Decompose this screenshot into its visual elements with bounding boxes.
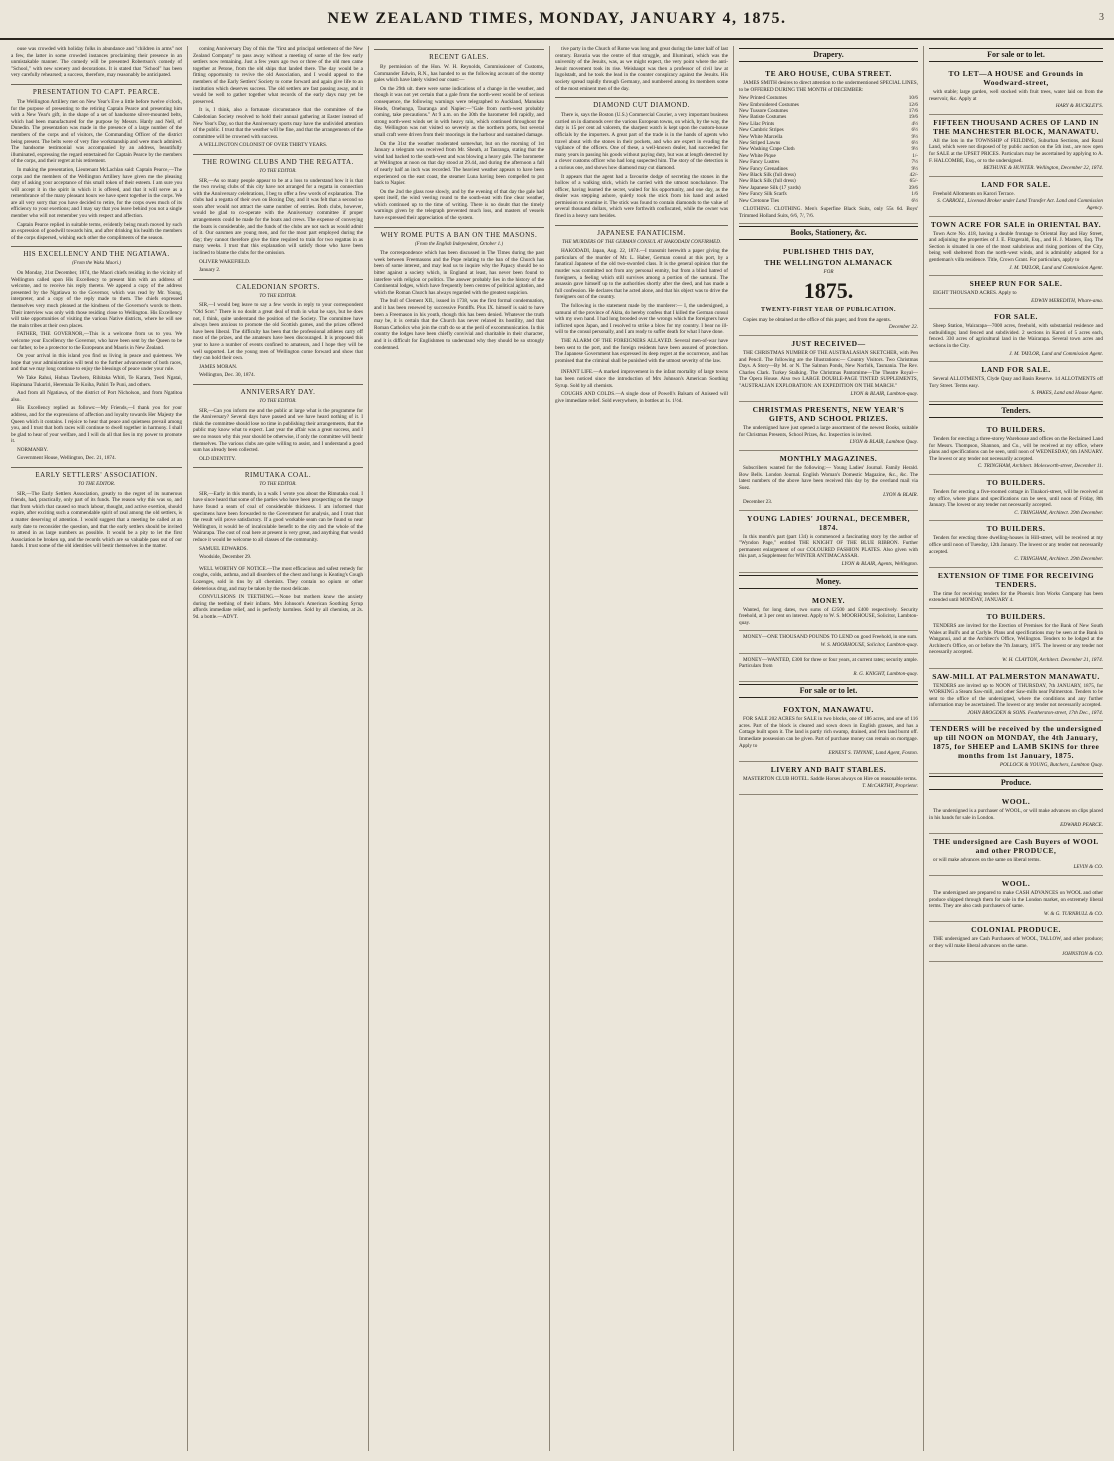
article-paragraph: We Take Rahui, Hohua Tawhero, Rihitaka Whiti, Te Karara, Teoti Ngatai, Hapimana Tukuriri, Heremaia Te Koiha, Pahiri Te Puni, and others.	[11, 374, 182, 388]
article-headline: EARLY SETTLERS' ASSOCIATION.	[11, 467, 182, 480]
classified-ad	[929, 876, 1103, 922]
item-name: New Lilac Prints	[739, 120, 775, 127]
article-dateline: (From the Waka Maori.)	[72, 261, 121, 267]
article-headline: DIAMOND CUT DIAMOND.	[555, 97, 728, 110]
ad-footer: CLOTHING. CLOTHING. Men's Superfine Black Suits, only 55s 6d. Boys' Trimmed Holland Suits, 6/6, 7/, 7/6.	[739, 206, 918, 219]
item-price: 9½	[911, 146, 918, 153]
article-paragraph: In making the presentation, Lieutenant McLachlan said: Captain Pearce,—The corps and the members of the Wellington Artillery have given me the pleasing duty of asking your acceptance of this small token of their esteem. I am sure you will accept it in the spirit in which it is offered, and that it will serve as a remembrance of the many pleasant hours we have spent together in the corps. We are all very sorry that you have decided to retire, for the corps owes much of its efficiency to your exertions; and I may say that you leave behind you not a single member who will not remember you with respect and affection.	[11, 166, 182, 220]
column-2	[187, 46, 368, 1451]
item-price: 17/6	[908, 108, 918, 114]
article	[193, 384, 363, 462]
article	[555, 369, 728, 404]
ad-signature: HARY & BUCKLEY'S.	[1055, 103, 1103, 110]
ad-body: THE CHRISTMAS NUMBER OF THE AUSTRALASIAN SKETCHER, with Pen and Pencil. The following are the Illustrations:— Country Visitors. Two Christmas Days. A Story—By M. or N. The Salmon Ponds, New Norfolk, Tasmania. The Rev. Charles Clark. Turkey Stalking. The Christmas Pantomime—The Theatre Royal—The Opera House. Also two LARGE DOUBLE-PAGE TINTED SUPPLEMENTS, "AUSTRALIAN EXPLORATION: AN EXPEDITION ON THE MARCH."	[739, 350, 918, 390]
article-paragraph: On the 2nd the glass rose slowly, and by the evening of that day the gale had spent itself, the wind veering round to the south-east with fine clear weather, which continued up to the time of writing. There is no doubt that the timely warnings given by the telegraph prevented much loss, and masters of vessels have expressed their appreciation of the system.	[374, 188, 544, 222]
ad-body: Town Acre No. 418, having a double frontage to Oriental Bay and Hay Street, and adjoining the properties of J. E. Fitzgerald, Esq., and H. J. Masters, Esq. The Section is situated in one of the most salubrious and rising portions of the City, being well sheltered from the north-west winds, and is admirably adapted for a gentleman's villa residence. Title, Crown Grant. For particulars, apply to	[929, 230, 1103, 263]
ad-body: TENDERS are invited up to NOON of THURSDAY, 7th JANUARY, 1875, for WORKING a Steam Saw-mill, and other Saw-mills near Palmerston. Tenders to be sent to the office of the undersigned, where the conditions and any further information may be ascertained. The lowest or any tender not necessarily accepted.	[929, 682, 1103, 709]
article-headline: ANNIVERSARY DAY.	[193, 384, 363, 397]
ad-te-aro-house	[739, 66, 918, 224]
article-paragraph: INFANT LIFE.—A marked improvement in the infant mortality of large towns has been noticed since the introduction of Mrs Johnson's American Soothing Syrup. Sold by all chemists.	[555, 369, 728, 389]
article-dateline: TO THE EDITOR.	[77, 482, 116, 488]
item-name: New Fancy Lustres	[739, 159, 780, 166]
ad-signature: S. PAKES, Land and House Agent.	[1031, 390, 1103, 397]
ad-heading: TENDERS will be received by the undersigned up till NOON on MONDAY, the 4th January, 1875, for SHEEP and LAMB SKINS for three months from 1st January, 1875.	[930, 724, 1102, 761]
ad-signature: JOHN BROGDEN & SONS. Featherston-street, 17th Dec., 1874.	[967, 709, 1103, 716]
article-paragraph: On Monday, 21st December, 1874, the Maori chiefs residing in the vicinity of Wellington called upon His Excellency to present him with an address of welcome, and to receive his reply thereto. We append a copy of the address presented by the Ngatiawa to the Governor, which was read by Mr. Young, interpreter, and a copy of the reply made to them. The chiefs expressed themselves very much pleased at the kindness of the Governor's words to them. Their interview was only with those residing close to Wellington. His Excellency will take opportunities of visiting the various Native districts, where he will see the main tribes at their own places.	[11, 270, 182, 329]
ad-heading: SHEEP RUN FOR SALE.	[969, 279, 1063, 289]
ad-body: THE undersigned are Cash Purchasers of WOOL, TALLOW, and other produce; or they will make liberal advances on the same.	[929, 936, 1103, 949]
article-dateline: (From the English Independent, October 1.)	[415, 241, 503, 247]
article	[11, 84, 182, 241]
article	[555, 46, 728, 92]
ad-signature: J. M. TAYLOR, Land and Commission Agent.	[1009, 264, 1103, 271]
article-paragraph: WELL WORTHY OF NOTICE.—The most efficacious and safest remedy for coughs, colds, asthma, and all disorders of the chest and lungs is Keating's Cough Lozenges, sold in tins by all chemists. They contain no opium or other deleterious drug, and may be taken by the most delicate.	[193, 565, 363, 592]
ad-heading: FOR SALE.	[994, 312, 1038, 322]
ad-signature: W. S. MOORHOUSE, Solicitor, Lambton-quay.	[820, 641, 918, 648]
article-paragraph: The correspondence which has been discussed in The Times during the past week between Freemasons and the Pope relating to the ban of the Church has been of some interest, and may lead us to inquire why the Papacy should be so bitter against a society which, in England at least, has never been found to interfere with religion or politics. The answer probably lies in the history of the Continental lodges, which have frequently been centres of political agitation, and which the Roman Church has always regarded with the greatest suspicion.	[374, 250, 544, 296]
article-paragraph: By permission of the Hon. W. H. Reynolds, Commissioner of Customs, Commander Edwin, R.N., has handed to us the following account of the stormy gales which have lately visited our coast:—	[374, 64, 544, 84]
ad-heading: YOUNG LADIES' JOURNAL, DECEMBER, 1874.	[747, 513, 910, 532]
item-name: New White Marcella	[739, 133, 783, 140]
item-name: New Black Silk (full dress)	[739, 178, 796, 185]
ad-heading: COLONIAL PRODUCE.	[971, 925, 1061, 935]
ad-body: All the lots in the TOWNSHIP of FEILDING, Suburban Sections, and Rural Land, which were not disposed of by public auction on the 5th inst., are now open for SALE at the UPSET PRICES. Particulars may be ascertained by applying to A. F. HALCOMBE, Esq., or to the undersigned.	[929, 137, 1103, 164]
ad-signature: LYON & BLAIR, Lambton-quay.	[850, 390, 918, 397]
item-name: New Washing Crape Cloth	[739, 146, 795, 153]
ad-body: Tenders for erecting three dwelling-houses in Hill-street, will be received at my office until noon of Tuesday, 12th January. The lowest or any tender not necessarily accepted.	[929, 535, 1103, 555]
ad-heading: MONEY.	[812, 595, 845, 605]
ad-body: The undersigned are prepared to make CASH ADVANCES on WOOL and other produce shipped through them for sale in the London market, on extremely liberal terms. They are also cash purchasers of same.	[929, 890, 1103, 910]
article-paragraph: On your arrival in this island you find us living in peace and quietness. We hope that your administration will tend to the further advancement of both races, and that we may long continue to enjoy the blessings of peace under your rule.	[11, 353, 182, 373]
article-dateline: TO THE EDITOR.	[259, 482, 297, 488]
column-5-advertisements	[733, 46, 923, 1451]
article-paragraph: SIR,—Early in this month, in a walk I wrote you about the Rimutaka coal. I have since heard that some of the parties who have been prospecting on the range have found a seam of coal of considerable thickness. I am informed that specimens have been forwarded to the Government for analysis, and I trust that the result will prove satisfactory. If a good workable seam can be found so near Wellington, it would be of incalculable benefit to the city and the whole of the Wairarapa. The cost of coal here at present is very great, and anything that would reduce it would be welcome to all classes of the community.	[193, 490, 363, 544]
article-headline: WHY ROME PUTS A BAN ON THE MASONS.	[374, 227, 544, 240]
article-headline: RECENT GALES.	[374, 49, 544, 62]
column-6-advertisements	[923, 46, 1108, 1451]
article-paragraph: tive party in the Church of Rome was long and great during the latter half of last century. Bavaria was the centre of that struggle, and Illuminati, which was the university of the Jesuits, was, as we might expect, the very point where the anti-Jesuit movement took its rise. Weishaupt was then a professor of civil law at Ingolstadt, and he took the lead in the counter conspiracy against the Jesuits. His society spread rapidly through Germany, and numbered among its members some of the most eminent men of the day.	[555, 46, 728, 92]
classified-ad	[929, 309, 1103, 362]
ad-signature: LYON & BLAIR, Agents, Wellington.	[841, 560, 918, 567]
ad-signature: EDWIN MEREDITH, Whare-ama.	[1031, 297, 1103, 304]
almanack-for: FOR	[823, 269, 834, 276]
item-name: New Embroidered Costumes	[739, 101, 799, 108]
classified-ad	[929, 66, 1103, 115]
ad-heading: LAND FOR SALE.	[981, 179, 1051, 189]
ad-signature: J. M. TAYLOR, Land and Commission Agent.	[1009, 350, 1103, 357]
article-paragraph: His Excellency replied as follows:—My Friends,—I thank you for your address, and for the expressions of affection and loyalty towards Her Majesty the Queen which it contains. I rejoice to hear that peace and quietness prevail among you, and I trust that both races will continue to dwell together in harmony. I shall be glad to hear of your welfare, and I will do all that lies in my power to promote it.	[11, 405, 182, 445]
item-name: New Fancy Grenadines	[739, 165, 788, 172]
ad-heading: WOOL.	[1001, 879, 1031, 889]
ad-heading: TO BUILDERS.	[986, 478, 1046, 487]
item-name: New Printed Costumes	[739, 95, 787, 102]
item-price: 9½	[911, 165, 918, 172]
classified-ad	[929, 475, 1103, 521]
item-name: New Batiste Costumes	[739, 114, 787, 121]
column-3	[368, 46, 549, 1451]
article-paragraph: Woodside, December 29.	[199, 554, 252, 561]
ad-signature: POLLOCK & YOUNG, Butchers, Lambton Quay.	[999, 762, 1103, 769]
article-paragraph: On the 29th ult. there were some indications of a change in the weather, and though it was not yet certain that a gale from the north-west would be of serious consequence, the following warnings were telegraphed to Auckland, Manukau Heads, Onehunga, Tauranga and Napier:—"Gale from north-west probably coming, take precautions." At 9 a.m. on the 30th the barometer fell rapidly, and strong north-west winds set in with heavy rain, which continued throughout the day. Wellington was not visited so severely as the northern ports, but several small craft were driven from their moorings in the harbour and sustained damage.	[374, 85, 544, 138]
article-dateline: TO THE EDITOR.	[259, 398, 297, 404]
column-4	[549, 46, 733, 1451]
ad-signature: C. TRINGHAM, Architect. 29th December.	[1014, 556, 1103, 563]
item-name: New Cambric Stripes	[739, 127, 784, 134]
ad-money-wanted	[739, 593, 918, 632]
item-price: 7½	[911, 159, 918, 166]
sale-ads	[929, 66, 1103, 402]
article-paragraph: CONVULSIONS IN TEETHING.—None but mothers know the anxiety during the teething of their infants. Mrs Johnson's American Soothing Syrup affords immediate relief, and is perfectly harmless. Sold by all chemists, at 2s. 9d. a bottle.—ADVT.	[193, 594, 363, 620]
tender-ads	[929, 422, 1103, 774]
article-dateline: TO THE EDITOR.	[259, 293, 297, 299]
produce-ads	[929, 794, 1103, 962]
article	[193, 154, 363, 274]
price-row	[739, 198, 918, 204]
section-tenders: Tenders.	[929, 404, 1103, 418]
price-list	[739, 95, 918, 204]
ad-signature: ERNEST S. THYNNE, Land Agent, Foxton.	[828, 750, 918, 757]
ad-heading: LAND FOR SALE.	[981, 365, 1051, 375]
ad-heading: CHRISTMAS PRESENTS, NEW YEAR'S GIFTS, AND SCHOOL PRIZES.	[752, 405, 905, 424]
ad-christmas-presents	[739, 402, 918, 451]
ad-heading: WOOL.	[1001, 797, 1031, 807]
ad-body: MASTERTON CLUB HOTEL. Saddle Horses always on Hire on reasonable terms.	[743, 775, 917, 782]
ad-heading: JUST RECEIVED—	[791, 339, 866, 349]
classified-ad	[929, 115, 1103, 177]
article-paragraph: JAMES MORAN.	[199, 363, 238, 370]
article-paragraph: The following is the statement made by the murderer:— I, the undersigned, a samurai of the province of Akita, do hereby confess that I killed the German consul with my own hand. I had long brooded over the wrongs which the foreigners have inflicted upon Japan, and I resolved to strike a blow for my country. I bear no ill-will to the consul personally, and I am ready to suffer death for what I have done.	[555, 303, 729, 336]
ad-signature: W. H. CLAYTON, Architect. December 21, 1874.	[1002, 656, 1103, 663]
ad-heading: TE ARO HOUSE, CUBA STREET.	[765, 69, 892, 78]
item-price: 39/6	[908, 184, 918, 191]
section-for-sale: For sale or to let.	[929, 48, 1103, 62]
article-paragraph: FATHER, THE GOVERNOR,—This is a welcome from us to you. We welcome your Excellency the Governor, who have been sent by the Queen to be our father, to be a protector to the Europeans and Maoris in New Zealand.	[11, 331, 182, 351]
item-price: 10/6	[908, 95, 918, 102]
ad-money-to-lend	[739, 631, 918, 653]
ad-body: Several ALLOTMENTS, Clyde Quay and Basin Reserve. 14 ALLOTMENTS off Tory Street. Terms easy.	[929, 376, 1103, 389]
ad-heading: TO BUILDERS.	[986, 524, 1046, 534]
ad-money-three-hundred	[739, 654, 918, 683]
article-paragraph: OLIVER WAKEFIELD.	[199, 258, 251, 265]
article-paragraph: It appears that the agent had a favourite dodge of secreting the stones in the hollow of a walking stick, which he carried with the utmost nonchalance. The officer, having learned the secret, waited for his opportunity, and one day, as the dealer was stepping ashore, quietly took the stick from his hand and asked permission to examine it. The stick was found to contain diamonds to the value of several thousand dollars, which were forthwith confiscated, while the owner was fined in a heavy sum besides.	[555, 173, 728, 220]
ad-body: FOR SALE 202 ACRES for SALE in two blocks, one of 186 acres, and one of 116 acres. Part of the block is cleared and sown down in English grasses, and has a Cottage built upon it. The land is partly rich swamp, drained, and fern land burnt off. Immediate possession can be given. Part of purchase money can remain on mortgage. Apply to	[739, 716, 918, 749]
article-headline: JAPANESE FANATICISM.	[555, 225, 728, 238]
ad-body: Tenders for erecting a three-storey Warehouse and offices on the Reclaimed Land for Messrs. Thompson, Shannon, and Co., will be received at my office, where plans and specifications can be seen, until noon of WEDNESDAY, 6th JANUARY. The lowest or any tender not necessarily accepted.	[929, 436, 1103, 462]
classified-ad	[929, 669, 1103, 722]
ad-heading: TO BUILDERS.	[986, 425, 1046, 435]
item-price: 6½	[911, 197, 918, 204]
article-paragraph: SIR,—I would beg leave to say a few words in reply to your correspondent "Old Scot." There is no doubt a great deal of truth in what he says, but he does not, I think, quite understand the position of the Society. The committee have always been anxious to promote the old Scottish games, and the prizes offered have been liberal. The difficulty has been that the professional athletes carry off most of the prizes, and the amateurs have been discouraged. It is proposed this year to have a number of events confined to amateurs, and I hope they will be well supported. Let the young men of Wellington come forward and show that they can hold their own.	[193, 302, 363, 362]
article-dateline: THE MURDERS OF THE GERMAN CONSUL AT HAKODADI CONFIRMED.	[561, 239, 722, 245]
ad-heading: MONTHLY MAGAZINES.	[779, 454, 878, 463]
classified-ad	[929, 922, 1103, 962]
article-headline: THE ROWING CLUBS AND THE REGATTA.	[193, 154, 363, 167]
item-price: 19/6	[908, 114, 918, 121]
ad-heading: PUBLISHED THIS DAY,	[782, 247, 875, 257]
item-name: New White Pique	[739, 152, 776, 159]
ad-heading: LIVERY AND BAIT STABLES.	[770, 764, 887, 774]
section-drapery: Drapery.	[739, 48, 918, 62]
masthead	[0, 0, 1114, 40]
ad-signature: LYON & BLAIR, Lambton Quay.	[849, 439, 918, 446]
ad-signature: LEVIN & CO.	[1073, 864, 1103, 871]
ad-body: The time for receiving tenders for the Phoenix Iron Works Company has been extended until MONDAY, JANUARY 4.	[929, 590, 1103, 604]
ad-foxton-land	[739, 702, 918, 762]
ad-signature: C. TRINGHAM, Architect. Molesworth-street, December 11.	[977, 463, 1103, 470]
ad-heading: FIFTEEN THOUSAND ACRES OF LAND IN THE MANCHESTER BLOCK, MANAWATU.	[932, 117, 1099, 136]
ad-signature: C. TRINGHAM, Architect. 29th December.	[1014, 509, 1103, 516]
classified-ad	[929, 362, 1103, 402]
item-price: 6½	[911, 127, 918, 134]
item-price: 65/-	[909, 178, 918, 185]
ad-body: Tenders for erecting a five-roomed cottage in Tinakori-street, will be received at my office, where plans and specifications can be seen, until noon of Friday, 8th January. The lowest or any tender not necessarily accepted.	[929, 489, 1103, 509]
ad-australasian-sketcher	[739, 336, 918, 402]
ad-monthly-magazines	[739, 451, 918, 511]
ad-signature: T. McCARTHY, Proprietor.	[862, 783, 918, 790]
ad-heading: SAW-MILL AT PALMERSTON MANAWATU.	[932, 671, 1100, 681]
ad-signature: S. CARROLL, Licensed Broker under Land Transfer Act. Land and Commission Agency.	[937, 198, 1103, 211]
section-for-sale: For sale or to let.	[739, 684, 918, 698]
article-headline: CALEDONIAN SPORTS.	[193, 279, 363, 292]
column-1	[6, 46, 187, 1451]
item-price: 4½	[911, 120, 918, 127]
almanack-year: 1875.	[803, 277, 854, 303]
ad-body: The undersigned have just opened a large assortment of the newest Books, suitable for Christmas Presents, School Prizes, &c. Inspection is invited.	[739, 425, 918, 438]
classified-ad	[929, 217, 1103, 277]
article-paragraph: On the 31st the weather moderated somewhat, but on the morning of 1st January a telegram was received from Mr. Sheath, at Tauranga, stating that the wind had backed to the south-west and was blowing a heavy gale. The barometer at Wellington at noon on that day stood at 29.44, and during the afternoon a fall of nearly half an inch was recorded. The heaviest weather appears to have been experienced on the east coast, the steamer Luna having been compelled to put back to Napier.	[374, 140, 544, 187]
item-price: 1/6	[911, 191, 918, 198]
article-paragraph: SAMUEL EDWARDS.	[199, 545, 248, 552]
article	[555, 97, 728, 220]
article-paragraph: SIR,—Can you inform me and the public at large what is the programme for the Anniversary? Several days have passed and we have heard nothing of it. I think the committee should lose no time in publishing their arrangements, that the public may know what to expect. Last year the affair was a great success, and I see no reason why this year should be otherwise, if only the committee will bestir themselves. The various clubs are quite willing to assist, and I understand a good sum has already been collected.	[193, 407, 363, 454]
section-money: Money.	[739, 575, 918, 589]
article-paragraph: coming Anniversary Day of this the "first and principal settlement of the New Zealand Company" to pass away without a meeting of some of the few early settlers now remaining. Just a few years ago two or three of the old men came together at Petone, from the old ships that landed there. The day would be a fitting opportunity to revive the old Association, and I would appeal to the members of the Early Settlers' Society to come forward and again give life to an institution which deserves success. The old settlers are fast passing away, and it would be well to gather together what records of the early days may yet be preserved.	[193, 46, 363, 105]
article-paragraph: The Wellington Artillery met on New Year's Eve a little before twelve o'clock, for the purpose of presenting to the retiring Captain Pearce and presenting him with a New Year's gift, in the shape of a set of handsome silver-mounted belts, which had been manufactured for the purpose by Messrs. Hardy and Nell, of Dunedin. The presentation was made in the presence of a large number of the members of the corps and of visitors, the Commanding Officer of the district being present. The belts were of very fine workmanship and were much admired. The handsome testimonial was accompanied by an address, beautifully illuminated, expressing the regard entertained for Captain Pearce by the members of the corps, and their regret at his retirement.	[11, 98, 182, 165]
ad-intro: JAMES SMITH desires to direct attention to the undermentioned SPECIAL LINES, to be OFFERED DURING THE MONTH of DECEMBER:	[739, 80, 918, 93]
item-name: New Tussore Costumes	[739, 108, 788, 114]
article	[11, 46, 182, 79]
ad-body: or will make advances on the same on liberal terms.	[933, 856, 1041, 863]
article-paragraph: It is, I think, also a fortunate circumstance that the committee of the Caledonian Society resolved to hold their annual gathering at Easter instead of New Year's Day, so that the Anniversary sports may have the undivided attention of the public. I trust that the weather will be fine, and that the arrangements of the committee will be crowned with success.	[193, 107, 363, 140]
ad-heading: EXTENSION OF TIME FOR RECEIVING TENDERS.	[937, 570, 1095, 589]
ad-heading: TO BUILDERS.	[986, 611, 1046, 621]
item-price: 42/-	[909, 172, 918, 179]
classified-ad	[929, 794, 1103, 834]
ad-body: The undersigned is a purchaser of WOOL, or will make advances on clips placed in his hands for sale in London.	[929, 808, 1103, 821]
ad-signature: BETHUNE & HUNTER. Wellington, December 22, 1874.	[983, 165, 1103, 172]
article-paragraph: And from all Ngatiawa, of the district of Port Nicholson, and from Ngatitoa also.	[11, 390, 182, 403]
article-paragraph: Government House, Wellington, Dec. 21, 1874.	[17, 455, 116, 462]
article-paragraph: SIR,—As so many people appear to be at a loss to understand how it is that the two rowing clubs of this city have not arranged for a regatta in connection with the Anniversary celebrations, I beg to offer a few words of explanation. The clubs had a regatta of their own on Boxing Day, and it was felt that a second so soon after would not attract the same number of entries. Both clubs, however, would be glad to co-operate with the Anniversary committee if proper arrangements could be made for the boats and crews. The expense of conveying the boats is considerable, and the funds of the clubs are not such as would admit of it. Our oarsmen are young men, and for the most part employed during the day; they cannot therefore give the time required to train for two regattas in as many weeks. I trust that this explanation will satisfy those who have been inclined to blame the clubs for the omission.	[193, 177, 363, 257]
ad-heading: THE undersigned are Cash Buyers of WOOL and other PRODUCE,	[933, 836, 1099, 855]
article	[374, 227, 544, 352]
item-name: New Black Silk (full dress)	[739, 172, 796, 179]
ad-young-ladies-journal	[739, 511, 918, 573]
article	[193, 467, 363, 561]
article-paragraph: HAKODADI, Japan, Aug. 22, 1874.—I transmit herewith a paper giving the particulars of the murder of Mr. L. Haber, German consul at this port, by a fanatical Japanese of the old two-sworded class. It is the general opinion that the murder was committed not from any personal enmity, but from a blind hatred of foreigners, a feeling which still survives among a portion of the samurai. The assassin gave himself up to the authorities shortly after the deed, and has made a full confession. He declares that he acted alone, and that his object was to drive the foreigners out of the country.	[555, 248, 728, 301]
section-produce: Produce.	[929, 776, 1103, 790]
article-headline: RIMUTAKA COAL.	[193, 467, 363, 480]
ad-heading: TO LET—A HOUSE and Grounds in Woodward-street,	[948, 69, 1084, 87]
ad-body: In this month's part (part 134) is commenced a fascinating story by the author of "Wyndon Page," entitled THE KNIGHT OF THE BLUE RIBBON. Further permanent enlargement of our COLOURED FASHION PLATES. Also given with this part, a Supplement for WINTER ANTIMACASSAR.	[739, 533, 918, 560]
almanack-date: December 22.	[888, 324, 918, 331]
article	[193, 566, 363, 621]
article-headline: PRESENTATION TO CAPT. PEARCE.	[11, 84, 182, 97]
article-paragraph: OLD IDENTITY.	[199, 455, 236, 462]
article	[11, 467, 182, 550]
classified-ad	[929, 276, 1103, 309]
almanack-availability: Copies may be obtained at the office of this paper, and from the agents.	[743, 316, 891, 323]
ad-signature: JOHNSTON & CO.	[1062, 950, 1103, 957]
item-name: New Fancy Silk Scarfs	[739, 191, 787, 198]
ad-heading: FOXTON, MANAWATU.	[783, 705, 874, 715]
item-name: New Japanese Silk (17 yards)	[739, 184, 801, 191]
article-paragraph: SIR,—The Early Settlers Association, greatly to the regret of its numerous friends, had, practically, only part of its funds. The reason why this was so, and that from which that caused so much labour, thought, and active exertion, should expire, after exciting such a commendable spirit of zeal among the old settlers, is a matter deserving of attention. I would suggest that a meeting be called at an early date to reconsider the question, and that the early settlers should be invited to attend in as large numbers as possible. It would be a pity to let the first Association be broken up, and the records which are so valuable pass out of our hands. I trust some of the old identities will bestir themselves in the matter.	[11, 490, 182, 550]
classified-ad	[929, 609, 1103, 669]
ad-body: MONEY—ONE THOUSAND POUNDS TO LEND on good Freehold, in one sum.	[743, 634, 918, 641]
article-paragraph: NORMANBY.	[17, 446, 48, 453]
article-paragraph: Captain Pearce replied in suitable terms, evidently being much moved by such an expression of goodwill towards him, and after drinking his health the members of the corps dispersed, wishing each other the compliments of the season.	[11, 221, 182, 241]
ad-body: Subscribers wanted for the following:— Young Ladies' Journal. Family Herald. Bow Bells. London Journal. English Woman's Domestic Magazine, &c., &c. The latest numbers of the above have been received this day by the overland mail via Suez.	[739, 465, 918, 491]
almanack-edition: TWENTY-FIRST YEAR OF PUBLICATION.	[761, 306, 896, 313]
section-books-stationery: Books, Stationery, &c.	[739, 226, 918, 240]
item-name: New Cretonne Ties	[739, 197, 780, 204]
article-paragraph: ouse was crowded with holiday folks in abundance and "children in arms" not a few, the latter in some crowded instances proclaiming their presence in an unmistakable manner. The comedy will be presented Robertson's comedy of "School," with new scenery and decorations. It is stated that "School" has been very carefully rehearsed; a success, therefore, may reasonably be anticipated.	[11, 46, 182, 79]
item-price: 9½	[911, 133, 918, 140]
ad-signature: R. G. KNIGHT, Lambton-quay.	[853, 670, 918, 677]
article-headline: HIS EXCELLENCY AND THE NGATIAWA.	[11, 246, 182, 259]
ad-heading: TOWN ACRE FOR SALE in ORIENTAL BAY.	[930, 219, 1102, 229]
article	[193, 279, 363, 379]
article-paragraph: January 2.	[199, 267, 221, 274]
article	[193, 46, 363, 149]
classified-ad	[929, 422, 1103, 475]
article-paragraph: Wellington, Dec. 30, 1874.	[199, 372, 255, 379]
ad-body: Freehold Allotments on Karori Terrace.	[933, 190, 1015, 197]
article-paragraph: THE ALARM OF THE FOREIGNERS ALLAYED. Several men-of-war have been sent to the port, and the foreign residents have been assured of protection. The Japanese Government has expressed its deep regret at the occurrence, and has promised that the criminal shall be punished with the utmost severity of the law.	[555, 337, 728, 364]
classified-ad	[929, 177, 1103, 217]
ad-livery-stables	[739, 762, 918, 795]
ad-body: Wanted, for long dates, two sums of £2500 and £400 respectively. Security freehold, at 3 per cent on interest. Apply to W. S. MOORHOUSE, Solicitor, Lambton-quay.	[739, 606, 918, 626]
article-paragraph: There is, says the Boston (U.S.) Commercial Courier, a very important business carried on in diamonds over the various European towns, on which, by the way, the duty is 15 per cent ad valorem, the sharpest watch is kept upon the custom-house officials by the importers. A great part of the trade is in the hands of agents who travel about with the stones in their pockets, and who are expert in evading the vigilance of the officers. One of these, a well-known dealer, had succeeded for many years in passing his goods without paying duty, but was at length detected by a clever customs officer who had long suspected him. The story of the detection is a curious one, and shows how diamond may cut diamond.	[555, 112, 728, 171]
ad-body: EIGHT THOUSAND ACRES. Apply to	[933, 290, 1017, 297]
almanack-title: THE WELLINGTON ALMANACK	[764, 258, 893, 268]
newspaper-title: NEW ZEALAND TIMES, MONDAY, JANUARY 4, 1875.	[327, 10, 787, 27]
ad-signature: W. & G. TURNBULL & CO.	[1043, 910, 1103, 917]
ad-signature: LYON & BLAIR.	[883, 492, 918, 499]
item-price: 1/-	[912, 152, 918, 159]
classified-ad	[929, 721, 1103, 774]
article-dateline: TO THE EDITOR.	[259, 168, 297, 174]
article-paragraph: COUGHS AND COLDS.—A single dose of Powell's Balsam of Aniseed will give immediate relief. Sold everywhere, in bottles at 1s. 1½d.	[555, 391, 728, 404]
article-paragraph: The bull of Clement XII., issued in 1738, was the first formal condemnation, and it has been renewed by successive Pontiffs. Pius IX. himself is said to have been a Freemason in his youth, though this has been denied. Whatever the truth may be, it is certain that the Church has never relaxed its hostility, and that Roman Catholics who join the craft do so at the peril of excommunication. In this country the lodges have been chiefly convivial and charitable in their character, and it is difficult for Englishmen to understand why they should be so strongly condemned.	[374, 298, 544, 351]
item-name: New Striped Lawns	[739, 140, 781, 147]
item-price: 6½	[911, 140, 918, 147]
classified-ad	[929, 834, 1103, 876]
classified-ad	[929, 568, 1103, 609]
article	[374, 49, 544, 222]
ad-signature: EDWARD PEARCE.	[1060, 822, 1103, 829]
classified-ad	[929, 521, 1103, 567]
article	[555, 225, 728, 365]
ad-date: December 23.	[743, 498, 773, 505]
page-number: 3	[1099, 12, 1104, 23]
ad-wellington-almanack	[739, 244, 918, 336]
ad-body: Sheep Station, Wairarapa—7000 acres, freehold, with substantial residence and outbuildings; land fenced and subdivided. 2 sections in Karori of 5 acres each, fenced. 330 acres of agricultural land in the Wairarapa. Several town acres and sections in the City.	[929, 323, 1103, 350]
item-price: 12/6	[908, 101, 918, 108]
ad-body: with stable; large garden, well stocked with fruit trees, water laid on from the reservoir, &c. Apply at	[929, 89, 1103, 102]
ad-body: TENDERS are invited for the Erection of Premises for the Bank of New South Wales at Bull's and at Carlyle. Plans and specifications may be seen at the Bank in Wanganui, and at the Architect's Office, Wellington. Tenders to be lodged at the Architect's Office, on or before the 7th January, 1875. The lowest or any tender not necessarily accepted.	[929, 622, 1103, 656]
article	[11, 246, 182, 462]
ad-body: MONEY—WANTED, £300 for three or four years, at current rates; security ample. Particulars from	[739, 656, 918, 670]
article-paragraph: A WELLINGTON COLONIST OF OVER THIRTY YEARS.	[199, 142, 328, 149]
